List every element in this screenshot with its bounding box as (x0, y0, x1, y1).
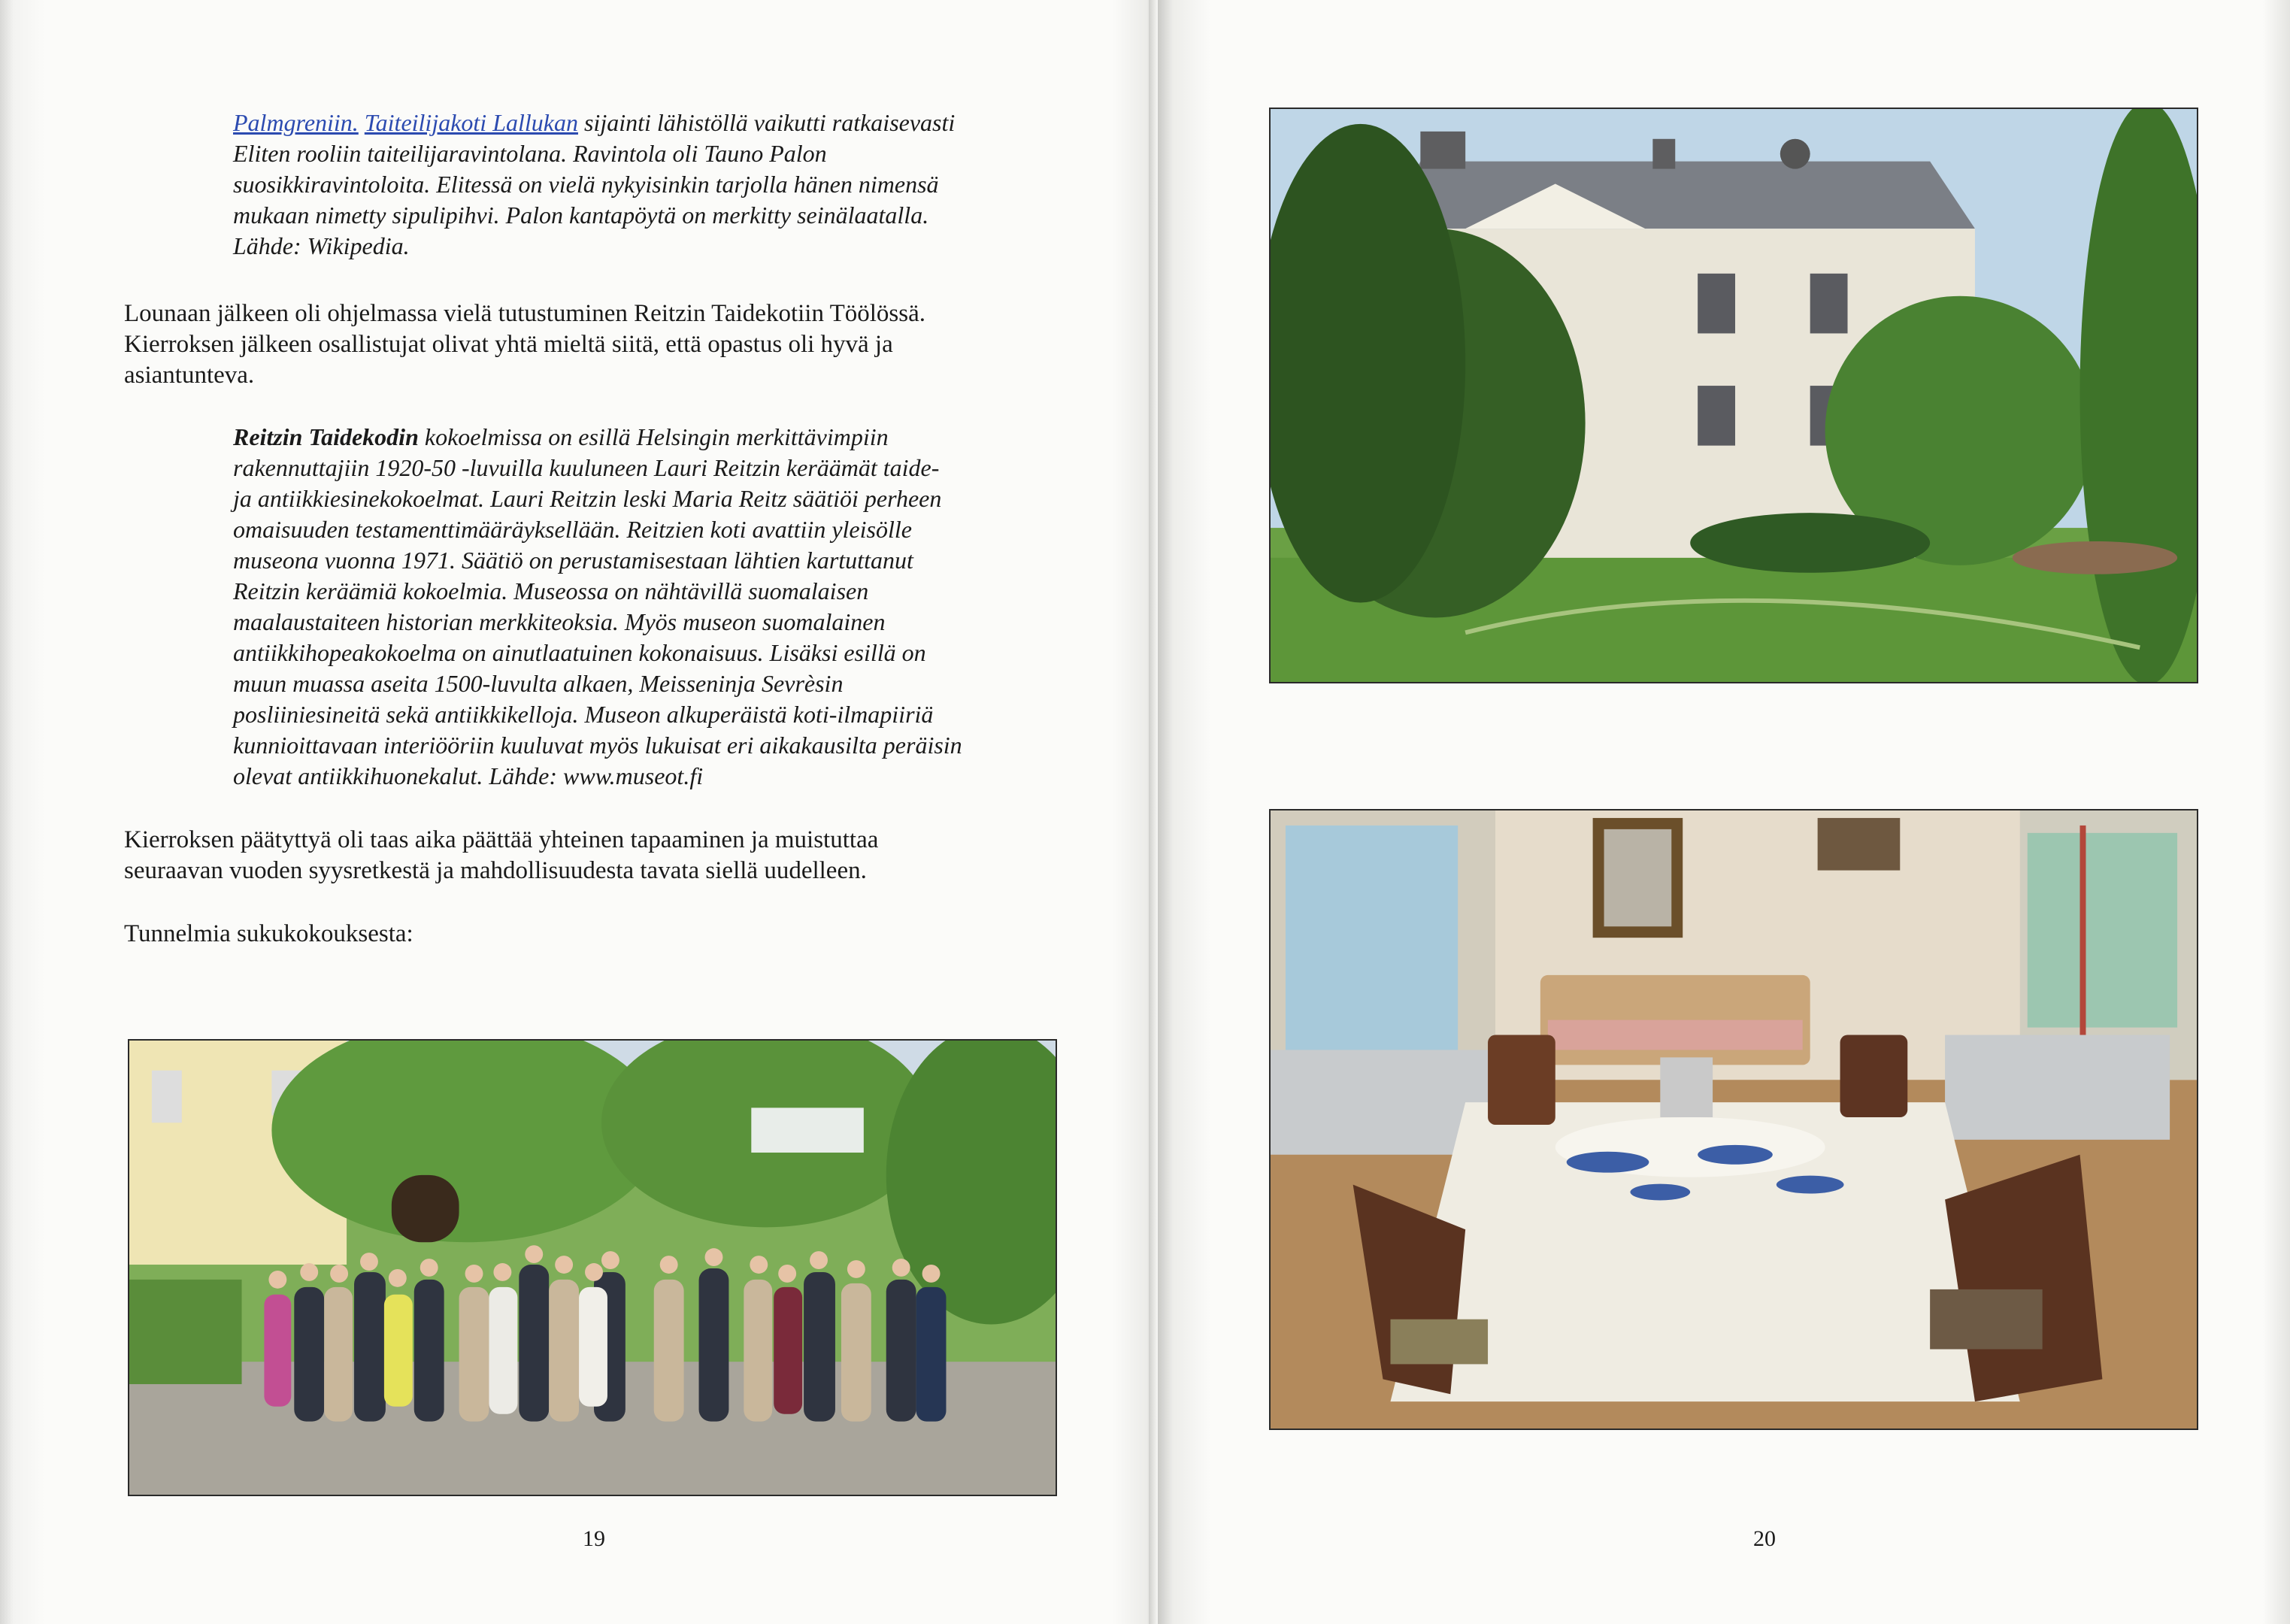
paragraph-ending (124, 825, 1071, 886)
group-photo (128, 1039, 1057, 1496)
paragraph-ending-text: Kierroksen päätyttyä oli taas aika päättää yhteinen tapaaminen ja muistuttaa seuraavan vuoden syysretkestä ja mahdollisuudesta tavata siellä uudelleen. (124, 826, 879, 884)
page-number-left: 19 (583, 1526, 605, 1551)
paragraph-reitz-visit (124, 298, 1071, 391)
link-palmgren[interactable]: Palmgreniin. (233, 109, 359, 136)
quote-reitz (233, 422, 1083, 792)
quote-elite (233, 108, 1060, 262)
right-page (1158, 0, 2290, 1624)
quote-reitz-lead: Reitzin Taidekodin (233, 423, 419, 450)
group-photo-image (129, 1041, 1056, 1495)
dining-room-image (1271, 810, 2197, 1429)
quote-elite-line1: sijainti lähistöllä vaikutti ratkaisevasti (577, 109, 956, 136)
quote-elite-text: Eliten rooliin taiteilijaravintolana. Ravintola oli Tauno Palon suosikkiravintoloita. Elitessä on vielä nykyisinkin tarjolla hänen nimensä mukaan nimetty sipulipihvi. Palon kantapöytä on merkitty seinälaatalla. Lähde: Wikipedia. (233, 140, 939, 259)
link-lallukka[interactable]: Taiteilijakoti Lallukan (364, 109, 578, 136)
paragraph-caption (124, 919, 1071, 950)
paragraph-caption-text: Tunnelmia sukukokouksesta: (124, 920, 413, 947)
reitz-house-image (1271, 109, 2197, 682)
page-number-right: 20 (1753, 1526, 1776, 1551)
paragraph-reitz-visit-text: Lounaan jälkeen oli ohjelmassa vielä tutustuminen Reitzin Taidekotiin Töölössä. Kierroksen jälkeen osallistujat olivat yhtä mieltä siitä, että opastus oli hyvä ja asiantunteva. (124, 300, 926, 389)
reitz-house-photo (1269, 108, 2198, 683)
quote-reitz-text: kokoelmissa on esillä Helsingin merkittävimpiin rakennuttajiin 1920-50 -luvuilla kuuluneen Lauri Reitzin keräämät taide- ja antiikkiesinekokoelmat. Lauri Reitzin leski Maria Reitz säätiöi perheen omaisuuden testamenttimääräyksellään. Reitzien koti avattiin yleisölle museona vuonna 1971. Säätiö on perustamisestaan lähtien kartuttanut Reitzin keräämiä kokoelmia. Museossa on nähtävillä suomalaisen maalaustaiteen historian merkkiteoksia. Myös museon suomalainen antiikkihopeakokoelma on ainutlaatuinen kokonaisuus. Lisäksi esillä on muun muassa aseita 1500-luvulta alkaen, Meisseninja Sevrèsin posliiniesineitä sekä antiikkikelloja. Museon alkuperäistä koti-ilmapiiriä kunnioittavaan interiööriin kuuluvat myös lukuisat eri aikakausilta peräisin olevat antiikkihuonekalut. Lähde: www.museot.fi (233, 423, 962, 789)
dining-room-photo (1269, 809, 2198, 1430)
